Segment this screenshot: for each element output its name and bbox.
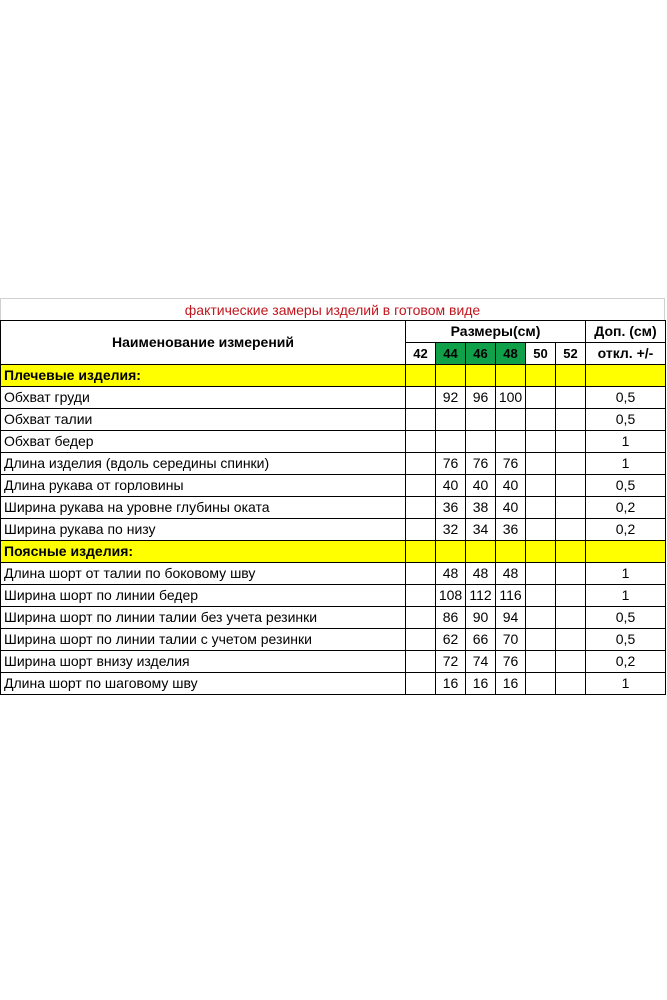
size-header-50: 50 [526, 343, 556, 365]
size-value-42 [406, 585, 436, 607]
tolerance-value: 0,5 [586, 475, 666, 497]
table-row [1, 585, 666, 607]
table-row [1, 387, 666, 409]
size-value-50 [526, 585, 556, 607]
size-value-46: 112 [466, 585, 496, 607]
size-value-50 [526, 519, 556, 541]
size-value-42 [406, 387, 436, 409]
size-value-46: 48 [466, 563, 496, 585]
size-value-44: 36 [436, 497, 466, 519]
tolerance-value: 1 [586, 585, 666, 607]
size-value-52 [556, 431, 586, 453]
size-value-48 [496, 431, 526, 453]
section-row [1, 541, 666, 563]
size-value-46: 96 [466, 387, 496, 409]
table-row [1, 409, 666, 431]
size-value-50 [526, 453, 556, 475]
measurement-name: Длина изделия (вдоль середины спинки) [1, 453, 406, 475]
size-value-42 [406, 453, 436, 475]
size-value-42 [406, 519, 436, 541]
size-value-42 [406, 607, 436, 629]
measurement-name: Длина шорт по шаговому шву [1, 673, 406, 695]
size-value-50 [526, 475, 556, 497]
measurement-name: Длина шорт от талии по боковому шву [1, 563, 406, 585]
table-row [1, 673, 666, 695]
size-value-44: 32 [436, 519, 466, 541]
size-value-46 [466, 409, 496, 431]
size-value-50 [526, 497, 556, 519]
section-label: Поясные изделия: [1, 541, 406, 563]
size-value-48: 40 [496, 497, 526, 519]
size-value-50 [526, 387, 556, 409]
section-empty-cell [586, 365, 666, 387]
size-value-48: 76 [496, 453, 526, 475]
tolerance-value: 0,5 [586, 607, 666, 629]
size-value-50 [526, 607, 556, 629]
size-value-48: 70 [496, 629, 526, 651]
size-value-46: 74 [466, 651, 496, 673]
size-value-52 [556, 651, 586, 673]
size-value-48 [496, 409, 526, 431]
tolerance-value: 0,2 [586, 497, 666, 519]
measurement-name: Обхват груди [1, 387, 406, 409]
header-sizes: Размеры(см) [406, 321, 586, 343]
size-value-44: 76 [436, 453, 466, 475]
size-value-42 [406, 629, 436, 651]
size-header-44: 44 [436, 343, 466, 365]
measurement-name: Ширина шорт по линии талии с учетом резинки [1, 629, 406, 651]
size-value-42 [406, 673, 436, 695]
section-empty-cell [586, 541, 666, 563]
table-row [1, 607, 666, 629]
size-value-50 [526, 673, 556, 695]
tolerance-value: 0,2 [586, 519, 666, 541]
table-row [1, 563, 666, 585]
size-value-44: 40 [436, 475, 466, 497]
size-value-42 [406, 409, 436, 431]
header-tolerance-1: Доп. (см) [586, 321, 666, 343]
size-value-46: 90 [466, 607, 496, 629]
size-value-48: 94 [496, 607, 526, 629]
size-chart-sheet [0, 298, 665, 695]
size-value-48: 116 [496, 585, 526, 607]
size-value-46: 38 [466, 497, 496, 519]
size-header-42: 42 [406, 343, 436, 365]
size-value-52 [556, 387, 586, 409]
size-value-50 [526, 629, 556, 651]
section-empty-cell [526, 365, 556, 387]
tolerance-value: 1 [586, 673, 666, 695]
section-empty-cell [406, 541, 436, 563]
table-row [1, 497, 666, 519]
size-value-48: 16 [496, 673, 526, 695]
size-value-52 [556, 607, 586, 629]
size-value-42 [406, 651, 436, 673]
measurements-table [0, 320, 666, 695]
table-row [1, 431, 666, 453]
section-empty-cell [436, 541, 466, 563]
size-value-46: 76 [466, 453, 496, 475]
tolerance-value: 1 [586, 431, 666, 453]
size-value-46: 34 [466, 519, 496, 541]
size-value-52 [556, 519, 586, 541]
size-value-44 [436, 431, 466, 453]
size-value-50 [526, 651, 556, 673]
size-value-48: 76 [496, 651, 526, 673]
header-name: Наименование измерений [1, 321, 406, 365]
size-value-50 [526, 431, 556, 453]
size-value-44: 16 [436, 673, 466, 695]
size-value-52 [556, 409, 586, 431]
size-value-46 [466, 431, 496, 453]
section-row [1, 365, 666, 387]
size-value-42 [406, 563, 436, 585]
measurement-name: Обхват талии [1, 409, 406, 431]
measurement-name: Обхват бедер [1, 431, 406, 453]
size-value-44: 92 [436, 387, 466, 409]
size-value-46: 66 [466, 629, 496, 651]
size-value-52 [556, 585, 586, 607]
section-label: Плечевые изделия: [1, 365, 406, 387]
size-value-44: 48 [436, 563, 466, 585]
size-value-48: 100 [496, 387, 526, 409]
table-row [1, 475, 666, 497]
table-row [1, 651, 666, 673]
table-row [1, 453, 666, 475]
table-row [1, 629, 666, 651]
section-empty-cell [526, 541, 556, 563]
size-value-52 [556, 453, 586, 475]
section-empty-cell [406, 365, 436, 387]
tolerance-value: 1 [586, 453, 666, 475]
size-value-44: 108 [436, 585, 466, 607]
section-empty-cell [496, 541, 526, 563]
size-value-42 [406, 497, 436, 519]
size-value-44: 62 [436, 629, 466, 651]
size-value-42 [406, 431, 436, 453]
header-tolerance-2: откл. +/- [586, 343, 666, 365]
tolerance-value: 0,2 [586, 651, 666, 673]
size-header-52: 52 [556, 343, 586, 365]
section-empty-cell [556, 541, 586, 563]
chart-title: фактические замеры изделий в готовом виде [0, 298, 665, 320]
size-header-48: 48 [496, 343, 526, 365]
size-value-50 [526, 563, 556, 585]
size-value-52 [556, 563, 586, 585]
size-value-50 [526, 409, 556, 431]
section-empty-cell [496, 365, 526, 387]
section-empty-cell [436, 365, 466, 387]
size-value-52 [556, 475, 586, 497]
size-value-48: 48 [496, 563, 526, 585]
measurement-name: Ширина шорт внизу изделия [1, 651, 406, 673]
size-value-48: 40 [496, 475, 526, 497]
size-header-46: 46 [466, 343, 496, 365]
size-value-52 [556, 673, 586, 695]
header-row-1 [1, 321, 666, 343]
tolerance-value: 0,5 [586, 629, 666, 651]
measurement-name: Ширина шорт по линии бедер [1, 585, 406, 607]
size-value-44 [436, 409, 466, 431]
size-value-52 [556, 497, 586, 519]
size-value-44: 86 [436, 607, 466, 629]
measurement-name: Ширина шорт по линии талии без учета резинки [1, 607, 406, 629]
section-empty-cell [466, 365, 496, 387]
table-row [1, 519, 666, 541]
measurement-name: Ширина рукава по низу [1, 519, 406, 541]
measurement-name: Длина рукава от горловины [1, 475, 406, 497]
size-value-42 [406, 475, 436, 497]
size-value-52 [556, 629, 586, 651]
tolerance-value: 0,5 [586, 387, 666, 409]
section-empty-cell [556, 365, 586, 387]
size-value-46: 16 [466, 673, 496, 695]
size-value-44: 72 [436, 651, 466, 673]
tolerance-value: 1 [586, 563, 666, 585]
measurement-name: Ширина рукава на уровне глубины оката [1, 497, 406, 519]
size-value-48: 36 [496, 519, 526, 541]
size-value-46: 40 [466, 475, 496, 497]
tolerance-value: 0,5 [586, 409, 666, 431]
section-empty-cell [466, 541, 496, 563]
